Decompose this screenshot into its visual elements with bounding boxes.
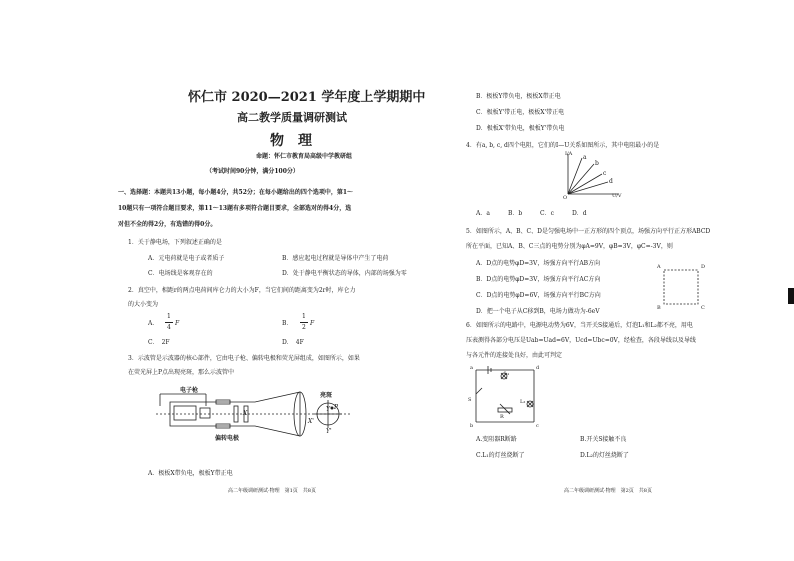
section-intro-line2: 10题只有一项符合题目要求，第11～13题有多项符合题目要求，全部选对的得4分，选: [118, 205, 352, 212]
circuit-lamp-l1: L₁: [504, 371, 510, 377]
q3-stem-line1: 3．示波管是示波器的核心部件，它由电子枪、偏转电极和荧光屏组成，如图所示，如果: [128, 355, 360, 362]
q4-option-c: C．c: [540, 210, 554, 217]
circuit-switch-s: S: [468, 397, 472, 403]
label-bright-spot: 亮斑: [320, 392, 333, 399]
label-deflection-plates: 偏转电极: [215, 435, 240, 442]
circuit-node-d: d: [536, 365, 540, 371]
square-label-c: C: [701, 305, 705, 311]
iu-axis-u: U/V: [612, 193, 622, 199]
q1-option-c: C．电场线是客观存在的: [148, 270, 213, 277]
q4-option-a: A．a: [476, 210, 490, 217]
q6-option-c: C.L₁的灯丝烧断了: [476, 452, 525, 459]
label-electron-gun: 电子枪: [180, 387, 199, 394]
q5-option-b: B．D点的电势φD=3V，场强方向平行AC方向: [476, 276, 601, 283]
q1-option-a: A．元电荷就是电子或者质子: [148, 255, 225, 262]
exam-subtitle: 高二教学质量调研测试: [237, 111, 347, 124]
q6-stem-line3: 与各元件的连接处良好，由此可判定: [466, 352, 563, 359]
q2-stem-line1: 2．真空中，相距r的两点电荷间库仑力的大小为F，当它们间的距离变为2r时，库仑力: [128, 287, 356, 294]
circuit-rheostat-r: R: [500, 414, 504, 420]
iu-label-a: a: [583, 154, 587, 161]
exam-title: 怀仁市 2020—2021 学年度上学期期中: [188, 90, 426, 105]
label-plate-y-prime: Y': [326, 428, 332, 435]
q2-option-a-var: F: [175, 320, 180, 327]
q3-stem-line2: 在荧光屏上P点出现亮斑，那么示波管中: [128, 369, 235, 376]
q3-option-b: B．极板Y带负电，极板X带正电: [476, 93, 561, 100]
label-point-p: P: [334, 404, 339, 411]
iu-label-b: b: [595, 160, 599, 167]
q5-stem-line2: 所在平面，已知A、B、C三点的电势分别为φA=9V，φB=3V，φC=-3V，则: [466, 243, 673, 250]
q2-option-c: C． 2F: [148, 339, 170, 346]
q2-option-a-fraction-bar: [165, 322, 173, 323]
q2-option-b-den: 2: [302, 324, 306, 331]
circuit-lamp-l2: L₂: [520, 399, 526, 405]
section-intro-line1: 一、选择题：本题共13小题，每小题4分，共52分；在每小题给出的四个选项中，第1～: [118, 189, 354, 196]
q5-option-c: C．D点的电势φD=6V，场强方向平行BC方向: [476, 292, 601, 299]
q4-stem: 4．有a, b, c, d四个电阻，它们的I—U关系如图所示，其中电阻最小的是: [466, 142, 660, 149]
q2-option-b-num: 1: [302, 313, 306, 320]
q4-option-b: B．b: [508, 210, 523, 217]
q6-option-b: B.开关S接触不良: [580, 436, 627, 443]
label-plate-x-prime: X': [308, 418, 314, 425]
q1-option-b: B．感应起电过程就是导体中产生了电荷: [282, 255, 389, 262]
q1-stem: 1．关于静电场，下列叙述正确的是: [128, 239, 222, 246]
label-plate-y: Y: [326, 406, 330, 413]
iu-origin: O: [563, 195, 568, 201]
q6-option-d: D.L₂的灯丝烧断了: [580, 452, 629, 459]
page-edge-marker: [788, 288, 794, 304]
exam-info: （考试时间90分钟，满分100分）: [206, 168, 299, 175]
q5-option-d: D．把一个电子从C移到B，电场力做功为-6eV: [476, 308, 600, 315]
q2-option-b-label: B．: [282, 320, 293, 327]
q4-option-d: D．d: [572, 210, 587, 217]
circuit-node-a: a: [470, 365, 473, 371]
left-page-footer: 高二年级调研测试·物理 第1页 共8页: [228, 488, 316, 494]
q2-stem-line2: 的大小变为: [128, 301, 159, 308]
q3-option-a: A．极板X带负电，极板Y带正电: [148, 470, 233, 477]
q5-stem-line1: 5．如图所示，A、B、C、D是匀强电场中一正方形的四个顶点，场强方向平行正方形ABCD: [466, 228, 711, 235]
q6-option-a: A.变阻器R断路: [476, 436, 517, 443]
square-label-d: D: [701, 264, 706, 270]
author-line: 命题：怀仁市教育局高级中学教研组: [256, 153, 353, 160]
q5-option-a: A．D点的电势φD=3V，场强方向平行AB方向: [476, 260, 601, 267]
circuit-node-b: b: [470, 423, 474, 429]
square-abcd-diagram: [660, 266, 702, 308]
q6-stem-line1: 6．如图所示的电路中，电源电动势为6V，当开关S接通后，灯泡L₁和L₂都不亮，用电: [466, 322, 693, 329]
q2-option-a-label: A．: [148, 320, 159, 327]
q2-option-a-num: 1: [167, 313, 171, 320]
q1-option-d: D．处于静电平衡状态的导体，内部的场强为零: [282, 270, 407, 277]
q2-option-b-var: F: [310, 320, 315, 327]
iu-label-c: c: [603, 170, 607, 177]
q2-option-d: D． 4F: [282, 339, 304, 346]
subject-title: 物 理: [270, 133, 312, 149]
circuit-node-c: c: [536, 423, 539, 429]
section-intro-line3: 对但不全的得2分，有选错的得0分。: [118, 221, 217, 228]
label-plate-x: X: [243, 410, 248, 417]
iu-axis-i: I/A: [565, 151, 573, 157]
square-label-b: B: [657, 305, 661, 311]
q3-option-d: D．极板X'带负电，极板Y'带负电: [476, 125, 565, 132]
q2-option-b-fraction-bar: [300, 322, 308, 323]
q3-option-c: C．极板Y'带正电，极板X'带正电: [476, 109, 565, 116]
q2-option-a-den: 4: [167, 324, 171, 331]
right-page-footer: 高二年级调研测试·物理 第2页 共8页: [564, 488, 652, 494]
square-label-a: A: [657, 264, 661, 270]
iu-label-d: d: [609, 178, 613, 185]
q6-stem-line2: 压表测得各部分电压是Uab=Uad=6V，Ucd=Ubc=0V，经检查，各段导线以及导线: [466, 337, 696, 344]
